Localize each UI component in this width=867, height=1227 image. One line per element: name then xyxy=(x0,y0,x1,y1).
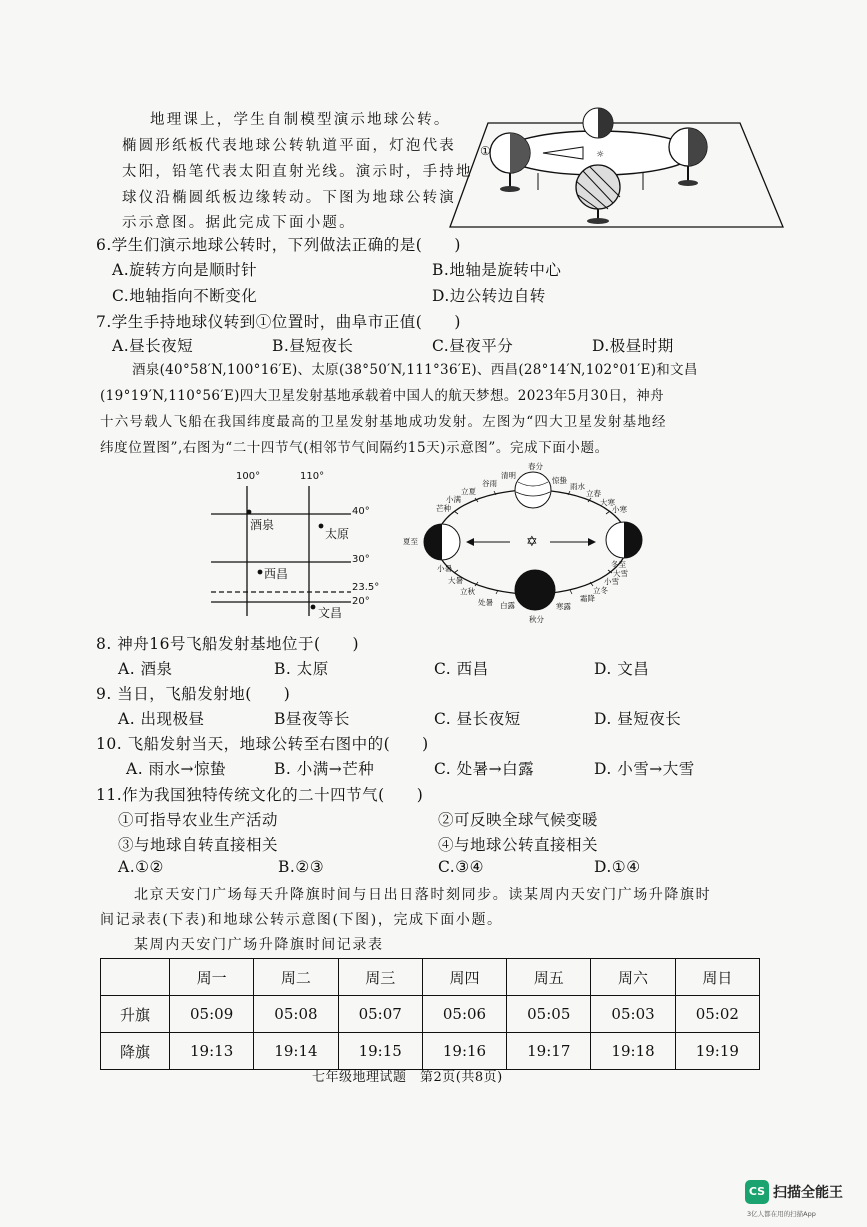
term-bailu: 白露 xyxy=(500,601,515,610)
table-cell: 05:02 xyxy=(675,996,759,1033)
term-qiufen: 秋分 xyxy=(529,615,544,624)
intro3-line-2: 间记录表(下表)和地球公转示意图(下图)，完成下面小题。 xyxy=(100,912,503,928)
term-mangzhong: 芒种 xyxy=(436,504,451,513)
camscanner-badge-icon: CS xyxy=(745,1180,769,1204)
lon-label-100: 100° xyxy=(236,471,261,482)
lat-label-20: 20° xyxy=(352,596,370,607)
q11-statement-4: ④与地球公转直接相关 xyxy=(438,836,599,854)
table-cell: 05:03 xyxy=(591,996,675,1033)
q9-stem: 9. 当日，飞船发射地( ) xyxy=(96,685,291,703)
term-xiaoshu: 小暑 xyxy=(437,564,452,573)
term-chushu: 处暑 xyxy=(478,598,493,607)
q6-option-c[interactable]: C.地轴指向不断变化 xyxy=(112,287,258,305)
term-daxue: 大雪 xyxy=(613,569,628,578)
q8-option-b[interactable]: B. 太原 xyxy=(274,660,329,678)
term-xiazhi: 夏至 xyxy=(403,537,418,546)
table-cell: 19:16 xyxy=(422,1033,506,1070)
q7-option-c[interactable]: C.昼夜平分 xyxy=(432,337,514,355)
q8-stem: 8. 神舟16号飞船发射基地位于( ) xyxy=(96,635,360,653)
row-label-raise: 升旗 xyxy=(101,996,170,1033)
q10-option-a[interactable]: A. 雨水→惊蛰 xyxy=(126,760,227,778)
page-footer: 七年级地理试题 第2页(共8页) xyxy=(312,1070,503,1085)
table-cell: 19:17 xyxy=(507,1033,591,1070)
lon-label-110: 110° xyxy=(300,471,325,482)
table-cell: 19:18 xyxy=(591,1033,675,1070)
row-label-lower: 降旗 xyxy=(101,1033,170,1070)
table-cell: 19:15 xyxy=(338,1033,422,1070)
term-xiaoman: 小满 xyxy=(446,495,461,504)
q6-option-a[interactable]: A.旋转方向是顺时针 xyxy=(112,261,258,279)
table-header-row xyxy=(101,959,760,996)
table-row xyxy=(101,996,760,1033)
q10-stem: 10. 飞船发射当天，地球公转至右图中的( ) xyxy=(96,735,429,753)
term-xiaohan: 小寒 xyxy=(612,505,627,514)
table-cell: 05:07 xyxy=(338,996,422,1033)
term-xiaoxue: 小雪 xyxy=(604,577,619,586)
q11-stem: 11.作为我国独特传统文化的二十四节气( ) xyxy=(96,786,424,804)
q11-statement-2: ②可反映全球气候变暖 xyxy=(438,811,599,829)
term-dashu: 大暑 xyxy=(448,576,463,585)
table-cell: 19:19 xyxy=(675,1033,759,1070)
term-jingzhe: 惊蛰 xyxy=(552,476,567,485)
svg-text:☼: ☼ xyxy=(596,150,605,160)
q9-option-a[interactable]: A. 出现极昼 xyxy=(118,710,205,728)
term-lichun: 立春 xyxy=(586,489,601,498)
term-chunfen: 春分 xyxy=(528,462,543,471)
table-header-wed: 周三 xyxy=(338,959,422,996)
intro1-line-5: 示示意图。据此完成下面小题。 xyxy=(122,215,356,231)
q11-option-b[interactable]: B.②③ xyxy=(278,858,325,876)
q6-option-b[interactable]: B.地轴是旋转中心 xyxy=(432,261,562,279)
site-xichang: 西昌 xyxy=(264,567,289,581)
scanner-watermark xyxy=(745,1180,855,1220)
lat-label-40: 40° xyxy=(352,506,370,517)
intro1-line-2: 椭圆形纸板代表地球公转轨道平面，灯泡代表 xyxy=(122,138,456,154)
table-row xyxy=(101,1033,760,1070)
q11-option-a[interactable]: A.①② xyxy=(118,858,164,876)
q11-statement-3: ③与地球自转直接相关 xyxy=(118,836,279,854)
table-header-fri: 周五 xyxy=(507,959,591,996)
lat-label-30: 30° xyxy=(352,554,370,565)
intro2-line-2: (19°19′N,110°56′E)四大卫星发射基地承载着中国人的航天梦想。2023年5月30日，神舟 xyxy=(100,388,665,404)
intro2-line-4: 纬度位置图”,右图为“二十四节气(相邻节气间隔约15天)示意图”。完成下面小题。 xyxy=(100,440,609,456)
table-cell: 19:14 xyxy=(254,1033,338,1070)
table-header-sat: 周六 xyxy=(591,959,675,996)
figure-marker-1: ① xyxy=(480,144,491,158)
table-cell: 05:06 xyxy=(422,996,506,1033)
q7-stem: 7.学生手持地球仪转到①位置时，曲阜市正值( ) xyxy=(96,313,461,331)
q10-option-b[interactable]: B. 小满→芒种 xyxy=(274,760,375,778)
solar-terms-diagram xyxy=(398,458,660,626)
table-header-blank xyxy=(101,959,170,996)
q11-statement-1: ①可指导农业生产活动 xyxy=(118,811,279,829)
q9-option-c[interactable]: C. 昼长夜短 xyxy=(434,710,521,728)
site-jiuquan: 酒泉 xyxy=(250,518,275,532)
lat-label-23-5: 23.5° xyxy=(352,582,380,593)
q11-option-d[interactable]: D.①④ xyxy=(594,858,641,876)
q10-option-d[interactable]: D. 小雪→大雪 xyxy=(594,760,695,778)
site-wenchang: 文昌 xyxy=(318,606,343,620)
watermark-name: 扫描全能王 xyxy=(773,1185,843,1201)
term-hanlu: 寒露 xyxy=(556,602,571,611)
q10-option-c[interactable]: C. 处暑→白露 xyxy=(434,760,535,778)
table-cell: 19:13 xyxy=(170,1033,254,1070)
q11-option-c[interactable]: C.③④ xyxy=(438,858,485,876)
intro1-line-3: 太阳，铅笔代表太阳直射光线。演示时，手持地 xyxy=(122,164,473,180)
term-guyu: 谷雨 xyxy=(482,479,497,488)
intro2-line-3: 十六号载人飞船在我国纬度最高的卫星发射基地成功发射。左图为“四大卫星发射基地经 xyxy=(100,414,667,430)
table-cell: 05:08 xyxy=(254,996,338,1033)
intro3-line-1: 北京天安门广场每天升降旗时间与日出日落时刻同步。读某周内天安门广场升降旗时 xyxy=(134,887,712,903)
intro1-line-1: 地理课上，学生自制模型演示地球公转。 xyxy=(150,112,451,128)
q6-stem: 6.学生们演示地球公转时，下列做法正确的是( ) xyxy=(96,236,461,254)
term-dongzhi: 冬至 xyxy=(611,560,626,569)
intro1-line-4: 球仪沿椭圆纸板边缘转动。下图为地球公转演 xyxy=(122,190,456,206)
site-taiyuan: 太原 xyxy=(325,527,350,541)
q8-option-d[interactable]: D. 文昌 xyxy=(594,660,650,678)
q7-option-a[interactable]: A.昼长夜短 xyxy=(112,337,194,355)
table-cell: 05:09 xyxy=(170,996,254,1033)
table-title: 某周内天安门广场升降旗时间记录表 xyxy=(134,937,384,953)
q7-option-b[interactable]: B.昼短夜长 xyxy=(272,337,354,355)
term-shuangjiang: 霜降 xyxy=(580,594,595,603)
q9-option-d[interactable]: D. 昼短夜长 xyxy=(594,710,682,728)
intro2-line-1: 酒泉(40°58′N,100°16′E)、太原(38°50′N,111°36′E)、西昌(28°14′N,102°01′E)和文昌 xyxy=(132,362,698,378)
term-yushui: 雨水 xyxy=(570,482,585,491)
flag-time-table xyxy=(100,958,760,1070)
table-header-thu: 周四 xyxy=(422,959,506,996)
term-lixia: 立夏 xyxy=(461,487,476,496)
term-lidong: 立冬 xyxy=(593,586,608,595)
q8-option-a[interactable]: A. 酒泉 xyxy=(118,660,173,678)
table-header-mon: 周一 xyxy=(170,959,254,996)
q9-option-b[interactable]: B昼夜等长 xyxy=(274,710,350,728)
q7-option-d[interactable]: D.极昼时期 xyxy=(592,337,674,355)
watermark-tagline: 3亿人都在用的扫描App xyxy=(747,1210,816,1218)
table-cell: 05:05 xyxy=(507,996,591,1033)
table-header-tue: 周二 xyxy=(254,959,338,996)
table-header-sun: 周日 xyxy=(675,959,759,996)
q6-option-d[interactable]: D.边公转边自转 xyxy=(432,287,546,305)
orbit-model-figure xyxy=(448,105,785,230)
term-qingming: 清明 xyxy=(501,471,516,480)
svg-text:✡: ✡ xyxy=(526,534,538,550)
term-liqiu: 立秋 xyxy=(460,587,475,596)
q8-option-c[interactable]: C. 西昌 xyxy=(434,660,489,678)
term-dahan: 大寒 xyxy=(600,498,615,507)
